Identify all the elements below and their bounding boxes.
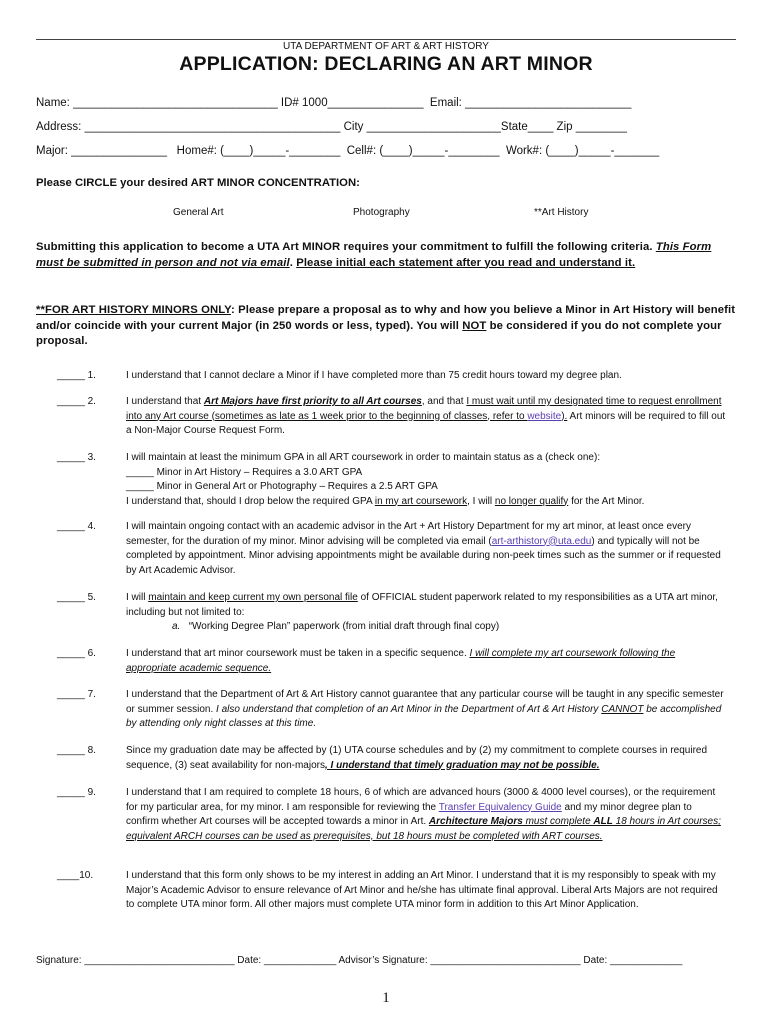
- item-text: of OFFICIAL student paperwork related to my responsibilities as a UTA art minor, including but not limited to:: [126, 592, 718, 618]
- initial-blank-6[interactable]: _____ 6.: [57, 648, 96, 659]
- initial-blank-4[interactable]: _____ 4.: [57, 521, 96, 532]
- item-text: , I understand that timely graduation may not be possible.: [324, 759, 600, 771]
- website-link[interactable]: website: [527, 410, 562, 422]
- concentration-prompt: Please CIRCLE your desired ART MINOR CONCENTRATION:: [36, 177, 360, 189]
- sub-item-label: a.: [172, 621, 181, 632]
- item-text: Art minors will be required to fill out a Non-Major Course Request Form.: [126, 410, 726, 436]
- in-person-note: This Form must be submitted in person and not via email: [36, 241, 712, 269]
- address-line[interactable]: Address: ________________________________________ City _____________________State____ Zip ________: [36, 121, 627, 133]
- criteria-period: .: [289, 256, 297, 269]
- item-text: I will: [126, 592, 149, 603]
- check-general-art[interactable]: _____ Minor in General Art or Photography – Requires a 2.5 ART GPA: [126, 481, 438, 492]
- item-text: must complete: [522, 816, 594, 827]
- item-text: I will maintain ongoing contact with an academic advisor in the Art + Art History Department for my art minor, at least once every semester, for the duration of my minor. Minor advising will be completed via email (: [126, 521, 691, 547]
- art-history-text: : Please prepare a proposal as to why and how you believe a Minor in Art History will benefit and/or coincide with your current Major (in 250 words or less, typed). You will: [36, 304, 736, 332]
- art-history-end: be considered if you do not complete your proposal.: [36, 319, 722, 347]
- initial-instruction: Please initial each statement after you read and understand it.: [296, 256, 636, 269]
- item-text: and my minor degree plan to confirm whether Art courses will be accepted towards a minor in Art.: [126, 801, 692, 827]
- item-text: maintain and keep current my own personal file: [148, 592, 358, 603]
- option-general-art[interactable]: General Art: [173, 207, 224, 218]
- transfer-guide-link[interactable]: Transfer Equivalency Guide: [438, 801, 562, 813]
- item-text: CANNOT: [601, 703, 644, 715]
- art-history-note: [36, 303, 736, 350]
- item-text: I understand that art minor coursework must be taken in a specific sequence.: [126, 648, 470, 659]
- initial-blank-3[interactable]: _____ 3.: [57, 452, 96, 463]
- department-header: UTA DEPARTMENT OF ART & ART HISTORY: [36, 39, 736, 52]
- initial-blank-8[interactable]: _____ 8.: [57, 745, 96, 756]
- item-text: ).: [561, 410, 568, 422]
- item-text: for the Art Minor.: [568, 495, 645, 507]
- item-text: I understand that: [126, 396, 204, 407]
- enrollment-note: I must wait until my designated time to request enrollment into any Art course (sometimes as late as 1 week prior to the beginning of classes, refer to: [126, 396, 722, 422]
- phone-line[interactable]: Major: _______________ Home#: (____)_____-________ Cell#: (____)_____-________ Work#: (____)_____-_______: [36, 145, 660, 157]
- name-id-email-line[interactable]: Name: ________________________________ ID# 1000_______________ Email: __________________________: [36, 97, 632, 109]
- art-history-heading: **FOR ART HISTORY MINORS ONLY: [36, 304, 231, 316]
- item-text: ALL: [593, 816, 613, 827]
- initial-blank-9[interactable]: _____ 9.: [57, 787, 96, 798]
- item-text: I also understand that completion of an Art Minor in the Department of Art & Art History: [216, 703, 602, 715]
- item-text: Since my graduation date may be affected by (1) UTA course schedules and by (2) my commitment to complete courses in required sequence, (3) seat availability for non-majors: [126, 745, 708, 771]
- check-art-history[interactable]: _____ Minor in Art History – Requires a 3.0 ART GPA: [126, 466, 363, 478]
- criteria-intro: [36, 240, 736, 271]
- initial-blank-5[interactable]: _____ 5.: [57, 592, 96, 603]
- item-text: “Working Degree Plan” paperwork (from initial draft through final copy): [188, 621, 500, 632]
- initial-blank-1[interactable]: _____ 1.: [57, 370, 96, 381]
- item-text: I understand that I cannot declare a Minor if I have completed more than 75 credit hours toward my degree plan.: [126, 370, 622, 381]
- initial-blank-7[interactable]: _____ 7.: [57, 689, 96, 700]
- item-text: I will complete my art coursework following the appropriate academic sequence.: [126, 648, 676, 674]
- criteria-text: Submitting this application to become a UTA Art MINOR requires your commitment to fulfill the following criteria.: [36, 241, 653, 253]
- art-history-not: NOT: [462, 319, 487, 332]
- item-text: Architecture Majors: [428, 816, 523, 827]
- signature-line[interactable]: Signature: ___________________________ Date: _____________ Advisor’s Signature: ___________________________ Date: _____________: [36, 955, 683, 966]
- priority-note: Art Majors have first priority to all Art courses: [203, 396, 422, 407]
- item-text: 18 hours in Art courses; equivalent ARCH courses can be used as prerequisites, but 18 hours must be completed with ART courses.: [126, 816, 721, 842]
- initial-blank-2[interactable]: _____ 2.: [57, 396, 96, 407]
- item-text: be accomplished by attending only night classes at this time.: [126, 703, 722, 729]
- item-text: , I will: [467, 495, 495, 507]
- item-text: ) and typically will not be completed by appointment. Minor advising appointments might be available during non-peek times such as the summer or if requested by Art Academic Advisor.: [126, 535, 721, 576]
- option-photography[interactable]: Photography: [353, 207, 410, 218]
- page-number: 1: [382, 990, 390, 1006]
- option-art-history[interactable]: **Art History: [534, 207, 589, 218]
- form-title: APPLICATION: DECLARING AN ART MINOR: [179, 53, 593, 75]
- advisor-email-link[interactable]: art-arthistory@uta.edu: [491, 535, 592, 547]
- item-text: , and that: [421, 396, 467, 407]
- item-text: I understand that this form only shows to be my interest in adding an Art Minor. I understand that it is my responsibly to speak with my Major’s Academic Advisor to ensure relevance of Art Minor and he/she has ultimate final approval. Liberal Arts Majors are not required to complete UTA minor form. All other majors must complete UTA minor form in addition to this Art Minor Application.: [126, 870, 718, 910]
- item-text: I understand that, should I drop below the required GPA: [126, 495, 375, 507]
- initial-blank-10[interactable]: ____10.: [57, 870, 94, 881]
- item-text: in my art coursework: [374, 495, 468, 507]
- item-text: I understand that the Department of Art & Art History cannot guarantee that any particular course will be taught in any specific semester or summer session.: [126, 689, 724, 715]
- item-text: no longer qualify: [494, 495, 569, 507]
- item-text: I understand that I am required to complete 18 hours, 6 of which are advanced hours (3000 & 4000 level courses), or the requirement for my particular area, for my minor. I am responsible for reviewing the: [126, 787, 716, 813]
- item-text: I will maintain at least the minimum GPA in all ART coursework in order to maintain status as a (check one):: [126, 452, 601, 463]
